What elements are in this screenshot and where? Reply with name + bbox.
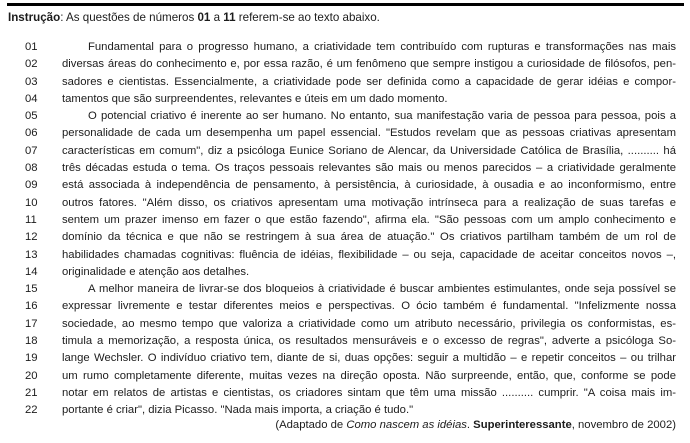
line-number: 16 (25, 300, 38, 313)
citation-magazine: Superinteressante (473, 419, 572, 431)
text-line-row (0, 195, 690, 212)
text-line-row (0, 298, 690, 315)
line-text: três décadas estuda o tema. Os traços pessoais relevantes são mais ou menos parecidos – a criatividade geralmente (62, 162, 676, 175)
line-text: O potencial criativo é inerente ao ser humano. No entanto, sua manifestação varia de pessoa para pessoa, pois a (88, 110, 676, 123)
line-number: 09 (25, 179, 38, 192)
text-line-row (0, 316, 690, 333)
line-number: 17 (25, 317, 38, 330)
line-number: 14 (25, 265, 38, 278)
line-number: 05 (25, 110, 38, 123)
line-text: Fundamental para o progresso humano, a criatividade tem contribuído com rupturas e transformações nas mais (88, 41, 676, 53)
line-text: portante é criar", dizia Picasso. "Nada mais importa, a criação é tudo." (62, 404, 414, 417)
line-number: 20 (25, 369, 38, 382)
citation-dot: . (466, 419, 474, 431)
text-line-row (0, 212, 690, 229)
line-number: 22 (25, 404, 38, 417)
instruction-text-1: As questões de números (66, 11, 198, 24)
line-number: 11 (25, 213, 37, 226)
line-number: 15 (25, 283, 38, 296)
line-text: tamentos que são surpreendentes, relevantes e úteis em um dado momento. (62, 92, 448, 105)
line-text: notar em relatos de artistas e cientistas, os criadores sintam que têm uma missão .......... cumprir. "A coisa mais im- (62, 386, 676, 399)
line-text: domínio da técnica e que não se restringem à sua área de atuação." Os criativos partilham também de um rol de (62, 231, 676, 244)
line-text: sentem um prazer imenso em fazer o que estão fazendo", afirma ela. "São pessoas com um amplo conhecimento e (62, 213, 676, 226)
line-number: 19 (25, 352, 38, 365)
text-line-row (0, 56, 690, 73)
line-number: 07 (25, 144, 38, 157)
instruction-label: Instrução (8, 11, 61, 24)
line-text: diversas áreas do conhecimento e, por essa razão, é um fenômeno que sempre instigou a curiosidade de filósofos, pen- (62, 58, 676, 71)
text-block (0, 39, 690, 420)
line-number: 03 (25, 75, 38, 88)
text-line-row (0, 402, 690, 419)
text-line-row (0, 333, 690, 350)
line-text: personalidade de cada um desempenha um papel essencial. "Estudos revelam que as pessoas criativas apresentam (62, 127, 676, 140)
text-line-row (0, 247, 690, 264)
instruction-line (8, 10, 676, 25)
top-rule-divider (7, 3, 684, 6)
line-number: 13 (25, 248, 38, 261)
line-text: sadores e cientistas. Essencialmente, a criatividade pode ser definida como a capacidade de gerar idéias e compor- (62, 75, 676, 88)
line-text: lange Wechsler. O indivíduo criativo tem, diante de si, duas opções: seguir a multidão – e repetir conceitos – ou trilhar (62, 352, 676, 365)
text-line-row (0, 143, 690, 160)
citation-work-title: Como nascem as idéias (346, 419, 467, 431)
text-line-row (0, 108, 690, 125)
line-number: 06 (25, 127, 38, 140)
text-line-row (0, 368, 690, 385)
text-line-row (0, 350, 690, 367)
line-text: expressar livremente e testar diferentes meios e perspectivas. O ócio também é fundamental. "Infelizmente nossa (62, 300, 676, 313)
line-text: habilidades chamadas cognitivas: fluência de idéias, flexibilidade – ou seja, capacidade de aceitar conceitos novos –, (62, 248, 676, 261)
line-text: características em comum", diz a psicóloga Eunice Soriano de Alencar, da Universidade Católica de Brasília, .......... há (62, 144, 676, 157)
line-number: 12 (25, 231, 38, 244)
instruction-range-end: 11 (223, 11, 236, 24)
line-text: está associada à independência de pensamento, à persistência, à curiosidade, à ousadia e ao inconformismo, entre (62, 179, 676, 192)
line-number: 04 (25, 92, 38, 105)
line-text: sociedade, ao mesmo tempo que valoriza a criatividade como um atributo necessário, privilegia os conformistas, es- (62, 317, 676, 330)
instruction-colon: : (60, 11, 66, 24)
text-line-row (0, 264, 690, 281)
text-line-row (0, 91, 690, 108)
line-text: outros fatores. "Além disso, os criativos apresentam uma motivação intrínseca para a realização de suas tarefas e (62, 196, 676, 209)
text-line-row (0, 125, 690, 142)
line-number: 01 (25, 41, 38, 53)
text-line-row (0, 281, 690, 298)
line-number: 02 (25, 58, 38, 71)
text-line-row (0, 177, 690, 194)
line-text: um rumo completamente diferente, muitas vezes na direção oposta. Não surpreende, então, que, conforme se pode (62, 369, 676, 382)
text-line-row (0, 39, 690, 56)
citation-close: , novembro de 2002) (571, 419, 676, 431)
line-number: 21 (25, 386, 38, 399)
line-text: A melhor maneira de livrar-se dos bloqueios à criatividade é buscar ambientes estimulantes, onde seja possível se (88, 283, 676, 296)
instruction-text-3: referem-se ao texto abaixo. (235, 11, 380, 24)
line-text: originalidade e atenção aos detalhes. (62, 265, 250, 278)
text-line-row (0, 160, 690, 177)
text-line-row (0, 385, 690, 402)
text-line-row (0, 229, 690, 246)
instruction-range-start: 01 (197, 11, 211, 24)
citation-open: (Adaptado de (275, 419, 347, 431)
text-line-row (0, 74, 690, 91)
line-number: 08 (25, 162, 38, 175)
line-number: 10 (25, 196, 38, 209)
instruction-text-2: a (210, 11, 224, 24)
line-text: timula a memorização, a resposta única, os resultados mensuráveis e o excesso de regras", adverte a psicóloga So- (62, 335, 676, 348)
line-number: 18 (25, 335, 38, 348)
citation-line (8, 419, 676, 431)
